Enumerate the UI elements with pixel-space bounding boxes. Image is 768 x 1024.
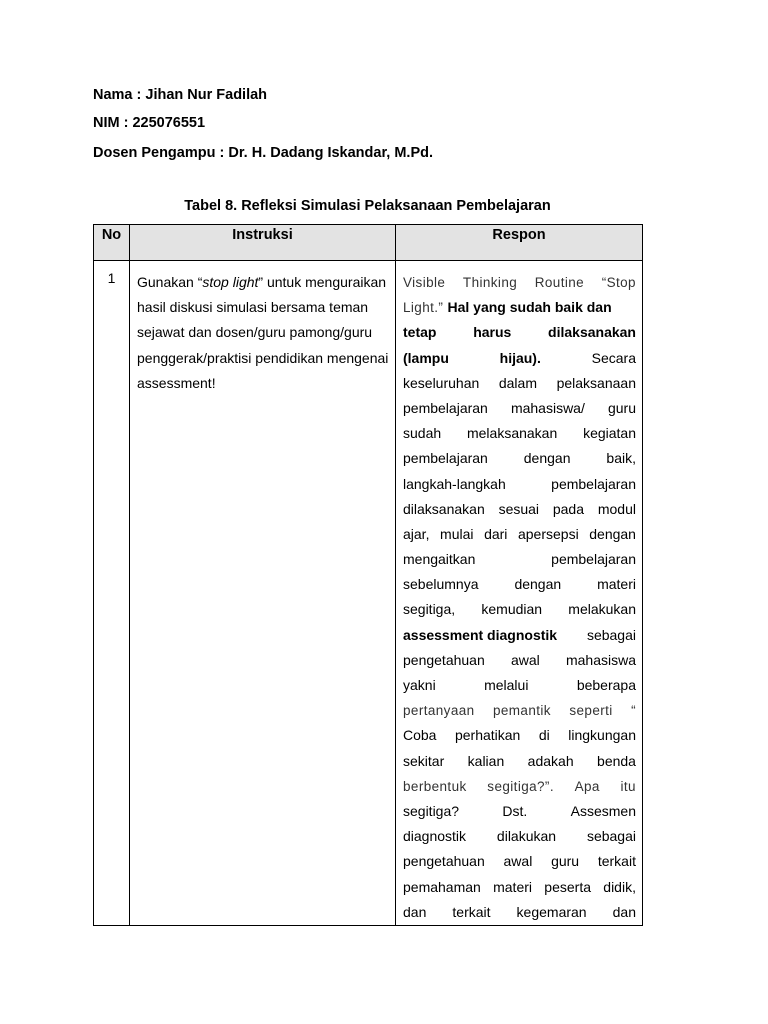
response-word: dilaksanakan bbox=[548, 324, 636, 341]
response-word: dengan bbox=[514, 576, 562, 593]
response-word: terkait bbox=[597, 853, 636, 870]
response-word: “ bbox=[631, 703, 636, 719]
response-word: itu bbox=[620, 778, 636, 794]
response-word: sebagai bbox=[586, 828, 636, 845]
response-word: melakukan bbox=[568, 601, 636, 618]
response-word: Routine bbox=[534, 275, 585, 290]
response-line bbox=[403, 320, 636, 345]
response-line bbox=[403, 774, 636, 799]
response-word: pada bbox=[552, 500, 585, 517]
header-no-label: No bbox=[101, 227, 122, 243]
response-line bbox=[403, 346, 636, 371]
response-word: apersepsi bbox=[517, 525, 579, 542]
response-word: perhatikan bbox=[454, 727, 521, 744]
response-line bbox=[403, 472, 636, 497]
response-word: pembelajaran bbox=[403, 450, 488, 467]
response-word: pembelajaran bbox=[403, 399, 488, 416]
response-word: awal bbox=[503, 853, 533, 870]
response-word: Secara bbox=[591, 349, 636, 366]
response-word: segitiga, bbox=[403, 601, 456, 618]
student-name: Nama : Jihan Nur Fadilah bbox=[93, 87, 268, 103]
response-word: pelaksanaan bbox=[556, 374, 636, 391]
response-word: mulai bbox=[440, 525, 474, 542]
response-word: modul bbox=[597, 500, 636, 517]
response-word: sudah bbox=[403, 425, 442, 442]
response-word: benda bbox=[597, 752, 636, 769]
response-word: melaksanakan bbox=[466, 425, 558, 442]
response-word: Thinking bbox=[462, 275, 518, 290]
header-respon bbox=[396, 225, 643, 261]
row-number: 1 bbox=[94, 261, 130, 926]
response-word: pembelajaran bbox=[551, 475, 636, 492]
response-line bbox=[403, 547, 636, 572]
response-line bbox=[403, 824, 636, 849]
reflection-table bbox=[93, 224, 643, 926]
response-word: Hal yang sudah baik dan bbox=[447, 299, 612, 316]
instruction-cell bbox=[130, 261, 396, 926]
response-line bbox=[403, 723, 636, 748]
instruction-emphasis: stop light bbox=[202, 274, 259, 290]
response-line bbox=[403, 673, 636, 698]
response-word: mahasiswa/ bbox=[510, 399, 585, 416]
response-word: segitiga?”. bbox=[487, 778, 554, 794]
response-word: pemantik bbox=[492, 703, 551, 719]
response-word: didik, bbox=[603, 878, 636, 895]
response-word: Apa bbox=[574, 778, 600, 794]
response-word: sesuai bbox=[498, 500, 540, 517]
response-line bbox=[403, 497, 636, 522]
response-word: Assesmen bbox=[570, 802, 636, 819]
response-word: melalui bbox=[484, 677, 529, 693]
table-header-row bbox=[94, 225, 643, 261]
table-caption: Tabel 8. Refleksi Simulasi Pelaksanaan Pembelajaran bbox=[184, 198, 551, 214]
response-word: dengan bbox=[589, 525, 636, 542]
response-word: dalam bbox=[498, 374, 537, 391]
response-word: mahasiswa bbox=[565, 651, 636, 668]
response-word: pemahaman bbox=[403, 878, 481, 895]
response-word: pengetahuan bbox=[403, 853, 485, 870]
response-word: Coba bbox=[403, 727, 437, 744]
response-word: sekitar bbox=[403, 752, 445, 769]
response-word: Dst. bbox=[502, 802, 528, 819]
response-word: “Stop bbox=[601, 275, 636, 290]
response-line bbox=[403, 396, 636, 421]
response-line bbox=[403, 421, 636, 446]
response-line bbox=[403, 749, 636, 774]
header-no bbox=[94, 225, 130, 261]
table-row bbox=[94, 261, 643, 926]
response-word: materi bbox=[597, 576, 636, 593]
response-word: dari bbox=[484, 525, 508, 542]
response-word: mengaitkan bbox=[403, 551, 476, 568]
response-line bbox=[403, 270, 636, 295]
response-word: guru bbox=[607, 399, 636, 416]
response-word: yakni bbox=[403, 677, 436, 693]
response-word: langkah-langkah bbox=[403, 475, 506, 492]
response-word: guru bbox=[551, 853, 580, 870]
response-word: dan bbox=[612, 903, 636, 920]
response-word: assessment diagnostik bbox=[403, 626, 558, 643]
instruction-text-post: ” untuk menguraikan hasil diskusi simulasi bersama teman sejawat dan dosen/guru pamong/guru penggerak/praktisi pendidikan mengenai assessment! bbox=[137, 274, 389, 391]
response-word: tetap bbox=[403, 324, 437, 341]
response-line bbox=[403, 446, 636, 471]
response-word: dengan bbox=[523, 450, 571, 467]
response-word: diagnostik bbox=[403, 828, 467, 845]
response-word: dilaksanakan bbox=[403, 500, 485, 517]
header-respon-label: Respon bbox=[492, 227, 546, 243]
response-word: kemudian bbox=[481, 601, 543, 618]
header-instruksi bbox=[130, 225, 396, 261]
response-word: ajar, bbox=[403, 525, 430, 542]
response-line bbox=[403, 875, 636, 900]
response-word: segitiga? bbox=[403, 802, 460, 819]
student-id: NIM : 225076551 bbox=[93, 115, 206, 131]
response-line bbox=[403, 572, 636, 597]
response-line bbox=[403, 295, 636, 320]
response-word: harus bbox=[473, 324, 512, 341]
response-line bbox=[403, 522, 636, 547]
response-word: dilakukan bbox=[496, 828, 557, 845]
response-word: Light.” bbox=[403, 300, 448, 316]
response-line bbox=[403, 648, 636, 673]
response-line bbox=[403, 698, 636, 723]
response-word: pertanyaan bbox=[403, 703, 475, 719]
response-word: pengetahuan bbox=[403, 651, 485, 668]
response-word: sebagai bbox=[586, 626, 636, 643]
response-word: peserta bbox=[544, 878, 591, 895]
response-line bbox=[403, 371, 636, 396]
response-word: hijau). bbox=[499, 349, 541, 366]
response-line bbox=[403, 900, 636, 925]
response-word: lingkungan bbox=[568, 727, 636, 744]
response-word: terkait bbox=[452, 903, 491, 920]
response-word: di bbox=[538, 727, 550, 744]
response-word: adakah bbox=[527, 752, 574, 769]
response-cell bbox=[396, 261, 643, 926]
response-word: seperti bbox=[569, 703, 613, 719]
lecturer-name: Dosen Pengampu : Dr. H. Dadang Iskandar, M.Pd. bbox=[93, 145, 434, 161]
response-line bbox=[403, 799, 636, 824]
response-word: sebelumnya bbox=[403, 576, 479, 593]
response-word: awal bbox=[510, 651, 540, 668]
response-word: keseluruhan bbox=[403, 374, 480, 391]
response-word: materi bbox=[493, 878, 533, 895]
response-word: kalian bbox=[467, 752, 505, 769]
response-line bbox=[403, 623, 636, 648]
response-word: dan bbox=[403, 903, 427, 920]
response-word: beberapa bbox=[576, 677, 636, 693]
response-word: kegiatan bbox=[583, 425, 636, 442]
response-word: pembelajaran bbox=[551, 551, 636, 568]
response-word: berbentuk bbox=[403, 778, 467, 794]
response-word: baik, bbox=[606, 450, 636, 467]
response-line bbox=[403, 849, 636, 874]
header-instruksi-label: Instruksi bbox=[232, 227, 293, 243]
response-word: (lampu bbox=[403, 349, 449, 366]
response-word: kegemaran bbox=[516, 903, 587, 920]
response-line bbox=[403, 597, 636, 622]
instruction-text-pre: Gunakan “ bbox=[137, 274, 203, 290]
response-word: Visible bbox=[403, 275, 446, 290]
